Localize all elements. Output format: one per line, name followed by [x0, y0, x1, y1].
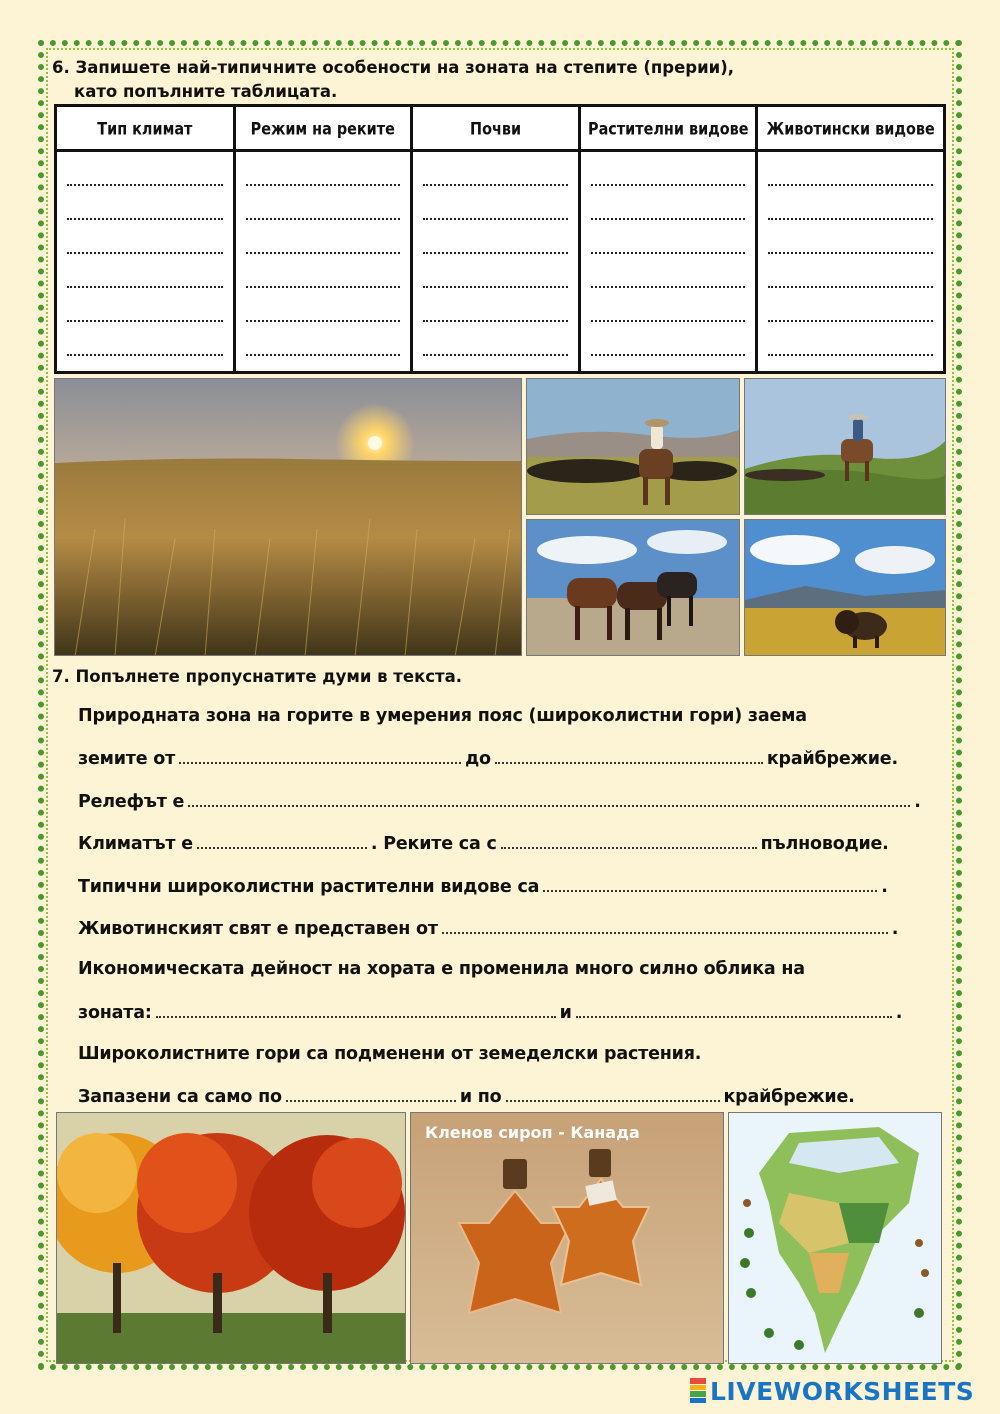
text-line-5: Типични широколистни растителни видове са . [78, 877, 888, 897]
header-rivers: Режим на реките [234, 106, 411, 152]
blank-preserved-1[interactable] [286, 1086, 456, 1102]
text-line-3: Релефът е . [78, 792, 921, 812]
answer-line[interactable] [591, 254, 745, 288]
answer-line[interactable] [423, 288, 568, 322]
header-plants: Растителни видове [580, 106, 757, 152]
maple-syrup-photo [410, 1112, 724, 1364]
question-6 [52, 56, 932, 104]
blank-from[interactable] [179, 748, 461, 764]
header-soils: Почви [411, 106, 579, 152]
text-line-9: Широколистните гори са подменени от земеделски растения. [78, 1044, 702, 1064]
text-line-6: Животинският свят е представен от . [78, 919, 899, 939]
question-7-title: 7. Попълнете пропуснатите думи в текста. [52, 667, 463, 686]
text-line-4: Климатът е . Реките са с пълноводие. [78, 834, 889, 854]
answer-line[interactable] [591, 172, 745, 186]
question-6-line2: като попълните таблицата. [74, 82, 338, 101]
autumn-maple-trees-photo [56, 1112, 406, 1364]
answer-line[interactable] [67, 288, 223, 322]
answer-line[interactable] [423, 220, 568, 254]
answer-line[interactable] [246, 186, 400, 220]
answer-cell-plants[interactable] [580, 151, 757, 372]
text-line-8: зоната: и . [78, 1003, 903, 1023]
text-line-2: земите от до крайбрежие. [78, 749, 898, 769]
blank-rivers[interactable] [501, 833, 757, 849]
logo-mark-icon [690, 1378, 706, 1404]
answer-line[interactable] [423, 254, 568, 288]
answer-cell-rivers[interactable] [234, 151, 411, 372]
blank-relief[interactable] [188, 791, 910, 807]
blank-plants[interactable] [543, 876, 877, 892]
wild-horses-photo [526, 519, 740, 656]
blank-activity-2[interactable] [576, 1002, 892, 1018]
answer-line[interactable] [591, 220, 745, 254]
blank-activity-1[interactable] [156, 1002, 556, 1018]
answer-cell-soils[interactable] [411, 151, 579, 372]
answer-line[interactable] [246, 322, 400, 356]
blank-preserved-2[interactable] [506, 1086, 720, 1102]
answer-line[interactable] [423, 172, 568, 186]
answer-line[interactable] [768, 322, 933, 356]
answer-line[interactable] [67, 172, 223, 186]
text-line-1: Природната зона на горите в умерения пояс (широколистни гори) заема [78, 706, 807, 726]
blank-climate[interactable] [197, 833, 367, 849]
answer-cell-climate[interactable] [57, 151, 234, 372]
answer-line[interactable] [591, 186, 745, 220]
logo-text: LIVEWORKSHEETS [710, 1376, 975, 1406]
header-animals: Животински видове [757, 106, 943, 152]
bison-photo [744, 519, 946, 656]
answer-line[interactable] [246, 220, 400, 254]
answer-line[interactable] [768, 288, 933, 322]
blank-animals[interactable] [442, 918, 888, 934]
liveworksheets-logo [690, 1378, 974, 1404]
question-6-line1: 6. Запишете най-типичните особености на зоната на степите (прерии), [52, 58, 735, 77]
answer-line[interactable] [768, 172, 933, 186]
answer-line[interactable] [591, 322, 745, 356]
answer-line[interactable] [768, 186, 933, 220]
answer-cell-animals[interactable] [757, 151, 943, 372]
blank-to[interactable] [495, 748, 763, 764]
text-line-10: Запазени са само по и по крайбрежие. [78, 1087, 855, 1107]
answer-line[interactable] [423, 186, 568, 220]
answer-line[interactable] [67, 186, 223, 220]
cowboy-hill-photo [744, 378, 946, 515]
answer-line[interactable] [67, 322, 223, 356]
north-america-natural-zones-map [728, 1112, 942, 1364]
cowboy-cattle-photo [526, 378, 740, 515]
answer-line[interactable] [768, 220, 933, 254]
features-table [54, 104, 946, 374]
answer-line[interactable] [591, 288, 745, 322]
answer-line[interactable] [67, 254, 223, 288]
header-climate: Тип климат [57, 106, 234, 152]
answer-line[interactable] [246, 254, 400, 288]
answer-line[interactable] [423, 322, 568, 356]
answer-line[interactable] [246, 172, 400, 186]
syrup-caption: Кленов сироп - Канада [425, 1123, 640, 1142]
prairie-sunset-photo [54, 378, 522, 656]
answer-line[interactable] [246, 288, 400, 322]
answer-line[interactable] [768, 254, 933, 288]
text-line-7: Икономическата дейност на хората е променила много силно облика на [78, 959, 805, 979]
answer-line[interactable] [67, 220, 223, 254]
